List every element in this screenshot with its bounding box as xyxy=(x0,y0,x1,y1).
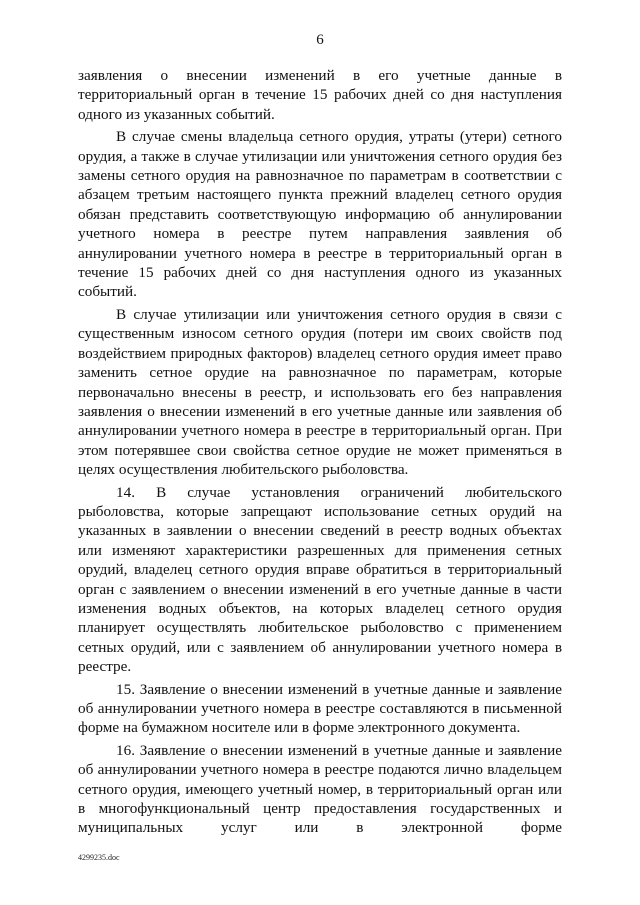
paragraph-replacement: В случае утилизации или уничтожения сетного орудия в связи с существенным износом сетного орудия (потери им своих свойств под воздействием природных факторов) владелец сетного орудия имеет право заменить сетное орудие на равнозначное по параметрам, которые первоначально внесены в реестр, и использовать его без направления заявления о внесении изменений в его учетные данные или заявления об аннулировании учетного номера в реестре в территориальный орган. При этом потерявшее свои свойства сетное орудие не может применяться в целях осуществления любительского рыболовства. xyxy=(78,305,562,479)
document-body xyxy=(78,66,562,841)
paragraph-ownership-change: В случае смены владельца сетного орудия, утраты (утери) сетного орудия, а также в случае утилизации или уничтожения сетного орудия без замены сетного орудия на равнозначное по параметрам в соответствии с абзацем третьим настоящего пункта прежний владелец сетного орудия обязан представить соответствующую информацию об аннулировании учетного номера в реестре путем направления заявления об аннулировании учетного номера в реестре в территориальный орган в течение 15 рабочих дней со дня наступления одного из указанных событий. xyxy=(78,128,562,301)
page-number: 6 xyxy=(316,32,324,48)
paragraph-item-14: 14. В случае установления ограничений любительского рыболовства, которые запрещают использование сетных орудий на указанных в заявлении о внесении сведений в реестр водных объектах или изменяют характеристики разрешенных для применения сетных орудий, владелец сетного орудия вправе обратиться в территориальный орган с заявлением о внесении изменений в его учетные данные в части изменения водных объектов, на которых владелец сетного орудия планирует осуществлять любительское рыболовство с применением сетных орудий, или с заявлением об аннулировании учетного номера в реестре. xyxy=(78,483,562,676)
paragraph-item-15: 15. Заявление о внесении изменений в учетные данные и заявление об аннулировании учетного номера в реестре составляются в письменной форме на бумажном носителе или в форме электронного документа. xyxy=(78,680,562,737)
file-name-footer: 4299235.doc xyxy=(78,853,120,862)
paragraph-item-16: 16. Заявление о внесении изменений в учетные данные и заявление об аннулировании учетного номера в реестре подаются лично владельцем сетного орудия, имеющего учетный номер, в территориальный орган или в многофункциональный центр предоставления государственных и муниципальных услуг или в электронной форме xyxy=(78,741,562,837)
paragraph-continuation: заявления о внесении изменений в его учетные данные в территориальный орган в течение 15 рабочих дней со дня наступления одного из указанных событий. xyxy=(78,67,562,123)
